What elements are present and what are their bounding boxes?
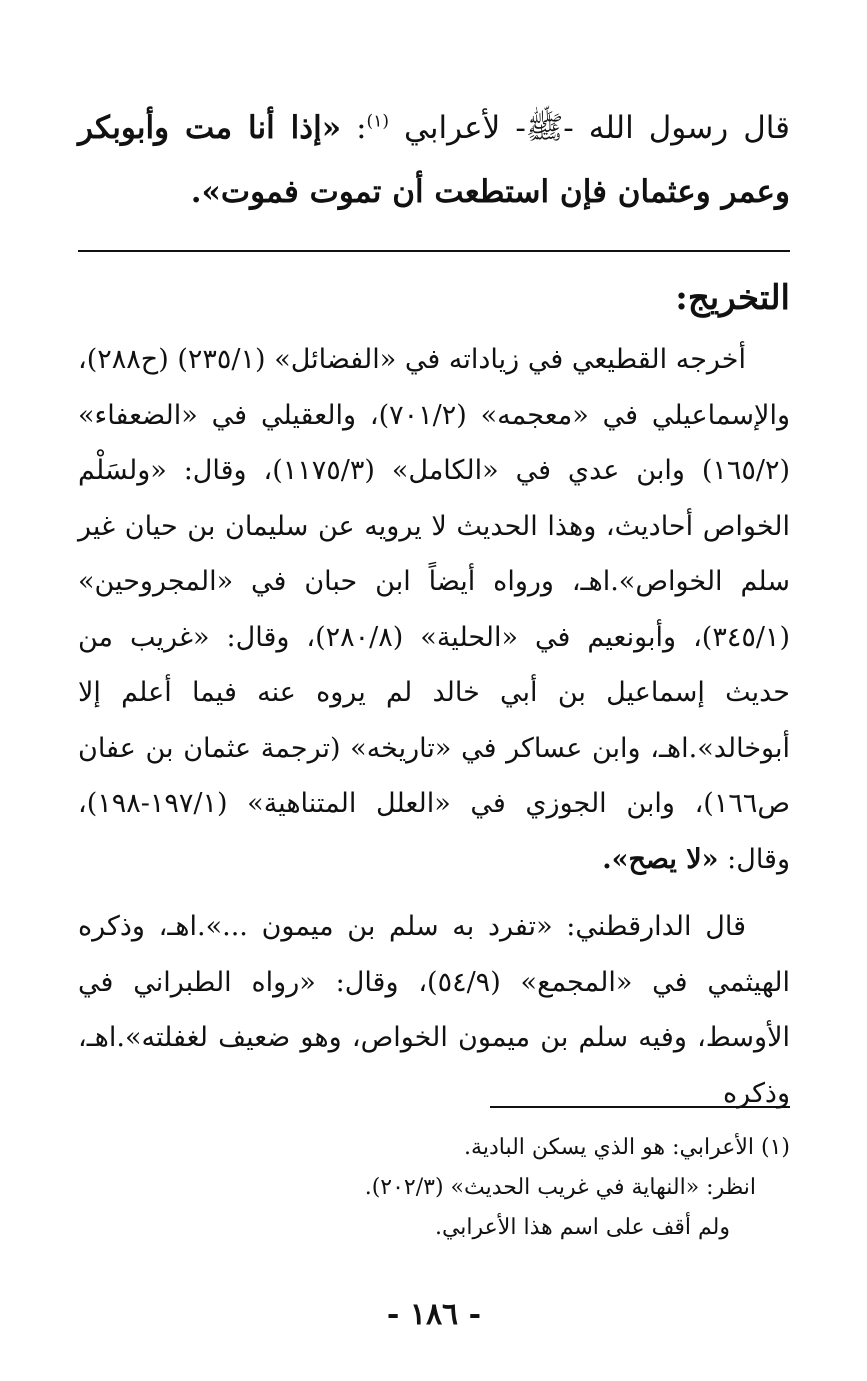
section-title: التخريج:: [675, 278, 790, 318]
takhrij-body: [78, 332, 790, 1121]
book-page: [78, 0, 790, 1381]
footnotes: [78, 1128, 790, 1248]
footnote-divider: [490, 1106, 790, 1108]
footnote-1-reference: انظر: «النهاية في غريب الحديث» (٢٠٢/٣).: [364, 1175, 756, 1200]
footnote-reference[interactable]: (١): [366, 111, 389, 132]
hadith-text: [78, 96, 790, 224]
verdict-text: «لا يصح».: [602, 843, 719, 875]
paragraph-1-text: أخرجه القطيعي في زياداته في «الفضائل» (٢٣٥/١) (ح٢٨٨)، والإسماعيلي في «معجمه» (٧٠١/٢)، والعقيلي في «الضعفاء» (١٦٥/٢) وابن عدي في «الكامل» (١١٧٥/٣)، وقال: «ولسَلْم الخواص أحاديث، وهذا الحديث لا يرويه عن سليمان بن حيان غير سلم الخواص».اهـ، ورواه أيضاً ابن حبان في «المجروحين» (٣٤٥/١)، وأبونعيم في «الحلية» (٢٨٠/٨)، وقال: «غريب من حديث إسماعيل بن أبي خالد لم يروه عنه فيما أعلم إلا أبوخالد».اهـ، وابن عساكر في «تاريخه» (ترجمة عثمان بن عفان ص١٦٦)، وابن الجوزي في «العلل المتناهية» (١٩٧/١-١٩٨)، وقال:: [78, 344, 791, 875]
paragraph-2: قال الدارقطني: «تفرد به سلم بن ميمون ...».اهـ، وذكره الهيثمي في «المجمع» (٥٤/٩)، وقال: «رواه الطبراني في الأوسط، وفيه سلم بن ميمون الخواص، وهو ضعيف لغفلته».اهـ، وذكره: [78, 911, 791, 1109]
hadith-quote: «إذا أنا مت وأبوبكر وعمر وعثمان فإن استطعت أن تموت فموت».: [78, 110, 790, 210]
footnote-1-note: ولم أقف على اسم هذا الأعرابي.: [434, 1215, 730, 1240]
footnote-1: (١) الأعرابي: هو الذي يسكن البادية.: [464, 1135, 790, 1160]
paragraph-1: [78, 332, 790, 887]
page-number: - ١٨٦ -: [386, 1297, 482, 1332]
hadith-intro: قال رسول الله -ﷺ- لأعرابي: [403, 110, 791, 146]
section-divider: [78, 250, 790, 252]
hadith-separator: :: [341, 110, 367, 146]
